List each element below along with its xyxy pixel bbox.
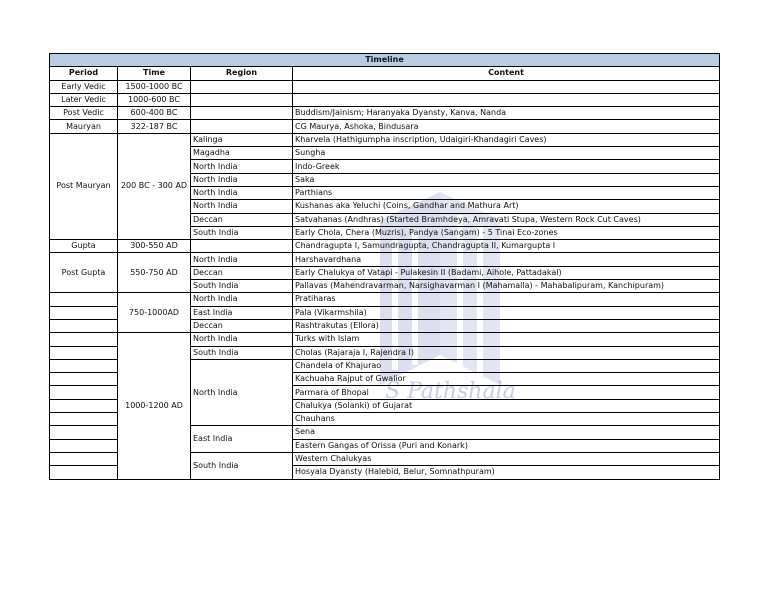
region-cell: Kalinga [191,133,293,146]
region-cell: East India [191,426,293,453]
table-title: Timeline [50,54,720,67]
content-cell: Chauhans [293,413,720,426]
time-cell: 200 BC - 300 AD [118,133,191,239]
region-cell: North India [191,359,293,425]
period-cell [50,359,118,372]
table-header-row [50,67,720,80]
content-cell: Western Chalukyas [293,452,720,465]
period-cell [50,426,118,439]
content-cell: Saka [293,173,720,186]
region-cell [191,80,293,93]
time-cell: 1500-1000 BC [118,80,191,93]
period-cell [50,346,118,359]
table-title-row [50,54,720,67]
content-cell: Eastern Gangas of Orissa (Puri and Konark) [293,439,720,452]
period-cell [50,439,118,452]
content-cell: Buddism/Jainism; Haranyaka Dyansty, Kanva, Nanda [293,107,720,120]
period-cell: Early Vedic [50,80,118,93]
period-cell [50,413,118,426]
time-cell: 750-1000AD [118,293,191,333]
period-cell: Post Gupta [50,253,118,293]
content-cell: Chandela of Khajurao [293,359,720,372]
content-cell: Early Chalukya of Vatapi - Pulakesin II (Badami, Aihole, Pattadakal) [293,266,720,279]
region-cell: South India [191,226,293,239]
content-cell: Cholas (Rajaraja I, Rajendra I) [293,346,720,359]
period-cell [50,399,118,412]
region-cell: Deccan [191,213,293,226]
table-row [50,293,720,306]
region-cell [191,240,293,253]
region-cell: Magadha [191,147,293,160]
period-cell [50,386,118,399]
content-cell: Sungha [293,147,720,160]
content-cell: Chandragupta I, Samundragupta, Chandragupta II, Kumargupta I [293,240,720,253]
time-cell: 300-550 AD [118,240,191,253]
region-cell: South India [191,280,293,293]
period-cell: Post Mauryan [50,133,118,239]
period-cell [50,466,118,479]
table-row [50,107,720,120]
table-row [50,80,720,93]
period-cell [50,373,118,386]
content-cell: Rashtrakutas (Ellora) [293,319,720,332]
period-cell [50,333,118,346]
table-row [50,120,720,133]
region-cell [191,107,293,120]
content-cell [293,93,720,106]
table-row [50,333,720,346]
header-content: Content [293,67,720,80]
content-cell: Parthians [293,186,720,199]
period-cell: Gupta [50,240,118,253]
region-cell: North India [191,173,293,186]
region-cell: Deccan [191,319,293,332]
region-cell [191,120,293,133]
content-cell: Indo-Greek [293,160,720,173]
time-cell: 322-187 BC [118,120,191,133]
header-time: Time [118,67,191,80]
period-cell: Post Vedic [50,107,118,120]
region-cell: North India [191,293,293,306]
content-cell: CG Maurya, Ashoka, Bindusara [293,120,720,133]
region-cell [191,93,293,106]
period-cell [50,319,118,332]
timeline-table [49,53,720,480]
region-cell: North India [191,333,293,346]
content-cell: Kharvela (Hathigumpha inscription, Udaigiri-Khandagiri Caves) [293,133,720,146]
region-cell: North India [191,200,293,213]
content-cell: Sena [293,426,720,439]
time-cell: 1000-1200 AD [118,333,191,479]
region-cell: North India [191,186,293,199]
region-cell: East India [191,306,293,319]
table-row [50,133,720,146]
table-row [50,240,720,253]
period-cell [50,306,118,319]
content-cell: Parmara of Bhopal [293,386,720,399]
content-cell: Harshavardhana [293,253,720,266]
header-region: Region [191,67,293,80]
content-cell: Pallavas (Mahendravarman, Narsighavarman I (Mahamalla) - Mahabalipuram, Kanchipuram) [293,280,720,293]
time-cell: 1000-600 BC [118,93,191,106]
period-cell: Mauryan [50,120,118,133]
period-cell [50,293,118,306]
watermark-text: S Pathshala [385,379,516,404]
region-cell: South India [191,346,293,359]
region-cell: South India [191,452,293,479]
content-cell: Satvahanas (Andhras) (Started Bramhdeya, Amravati Stupa, Western Rock Cut Caves) [293,213,720,226]
content-cell: Kachuaha Rajput of Gwalior [293,373,720,386]
period-cell [50,452,118,465]
content-cell: Turks with Islam [293,333,720,346]
content-cell: Early Chola, Chera (Muzris), Pandya (Sangam) - 5 Tinai Eco-zones [293,226,720,239]
content-cell: Pala (Vikarmshila) [293,306,720,319]
content-cell: Kushanas aka Yeluchi (Coins, Gandhar and Mathura Art) [293,200,720,213]
time-cell: 550-750 AD [118,253,191,293]
region-cell: North India [191,253,293,266]
time-cell: 600-400 BC [118,107,191,120]
region-cell: Deccan [191,266,293,279]
header-period: Period [50,67,118,80]
content-cell: Chalukya (Solanki) of Gujarat [293,399,720,412]
period-cell: Later Vedic [50,93,118,106]
region-cell: North India [191,160,293,173]
content-cell: Pratiharas [293,293,720,306]
content-cell: Hosyala Dyansty (Halebid, Belur, Somnathpuram) [293,466,720,479]
table-row [50,253,720,266]
table-row [50,93,720,106]
content-cell [293,80,720,93]
